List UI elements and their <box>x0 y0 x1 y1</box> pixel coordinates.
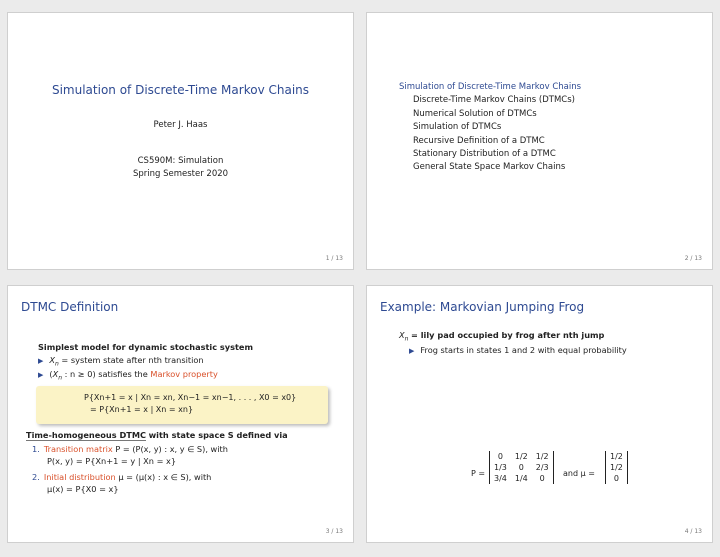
heading: Simplest model for dynamic stochastic system <box>38 342 253 352</box>
initial-distribution-vector <box>605 451 628 484</box>
toc-item: General State Space Markov Chains <box>413 162 566 173</box>
slide-title: DTMC Definition <box>21 300 119 314</box>
presentation-title: Simulation of Discrete-Time Markov Chains <box>51 83 310 97</box>
list-item: 2. Initial distribution μ = (μ(x) : x ∈ S), with μ(x) = P{X0 = x} <box>32 472 212 494</box>
toc-item: Discrete-Time Markov Chains (DTMCs) <box>413 95 575 106</box>
bullet-item: ▶ ($X_n$ : n ≥ 0) satisfies the Markov property <box>38 369 218 382</box>
matrix-p-label: P = <box>471 469 486 478</box>
page-number: 3 / 13 <box>325 528 343 535</box>
matrix-cell: 2/3 <box>535 463 549 472</box>
matrix-cell: 1/2 <box>535 452 549 461</box>
matrix-cell: 1/4 <box>514 474 528 483</box>
bullet-icon: ▶ <box>38 357 44 365</box>
vector-cell: 1/2 <box>610 452 623 461</box>
page-number: 1 / 13 <box>325 255 343 262</box>
matrix-cell: 3/4 <box>494 474 507 483</box>
page-number: 4 / 13 <box>684 528 702 535</box>
slide-dtmc-definition <box>7 285 354 543</box>
heading-time-homogeneous: Time-homogeneous DTMC with state space S defined via <box>26 430 288 440</box>
transition-matrix <box>489 451 554 484</box>
slide-title: Example: Markovian Jumping Frog <box>380 300 585 314</box>
bullet-icon: ▶ <box>409 347 415 355</box>
list-item: 1. Transition matrix P = (P(x, y) : x, y ∈ S), with P(x, y) = P{Xn+1 = y | Xn = x} <box>32 444 228 466</box>
matrix-cell: 1/3 <box>494 463 507 472</box>
term: Spring Semester 2020 <box>132 169 229 179</box>
toc-item: Numerical Solution of DTMCs <box>413 108 537 119</box>
slide-title <box>7 12 354 270</box>
equation-line: = P{Xn+1 = x | Xn = xn} <box>90 405 194 414</box>
bullet-item: ▶ Frog starts in states 1 and 2 with equal probability <box>409 345 627 355</box>
bullet-item: ▶ $X_n$ = system state after nth transition <box>38 355 204 368</box>
equation-line: P{Xn+1 = x | Xn = xn, Xn−1 = xn−1, . . . , X0 = x0} <box>84 393 297 402</box>
mu-label: and μ = <box>563 469 595 478</box>
bullet-icon: ▶ <box>38 371 44 379</box>
matrix-cell: 0 <box>497 452 503 461</box>
slide-jumping-frog <box>366 285 713 543</box>
toc-item: Simulation of DTMCs <box>413 122 502 133</box>
slide-outline <box>366 12 713 270</box>
toc-section: Simulation of Discrete-Time Markov Chains <box>399 82 582 92</box>
definition-line: $X_n$ = lily pad occupied by frog after nth jump <box>399 330 605 343</box>
table-of-contents <box>399 81 581 175</box>
matrix-cell: 0 <box>518 463 524 472</box>
toc-item: Stationary Distribution of a DTMC <box>413 149 556 160</box>
vector-cell: 0 <box>613 474 619 483</box>
author: Peter J. Haas <box>153 120 208 130</box>
matrix-cell: 0 <box>539 474 545 483</box>
vector-cell: 1/2 <box>610 463 623 472</box>
page-number: 2 / 13 <box>684 255 702 262</box>
toc-item: Recursive Definition of a DTMC <box>413 135 545 146</box>
course: CS590M: Simulation <box>137 156 224 166</box>
markov-property-box <box>36 386 328 424</box>
matrix-cell: 1/2 <box>514 452 528 461</box>
